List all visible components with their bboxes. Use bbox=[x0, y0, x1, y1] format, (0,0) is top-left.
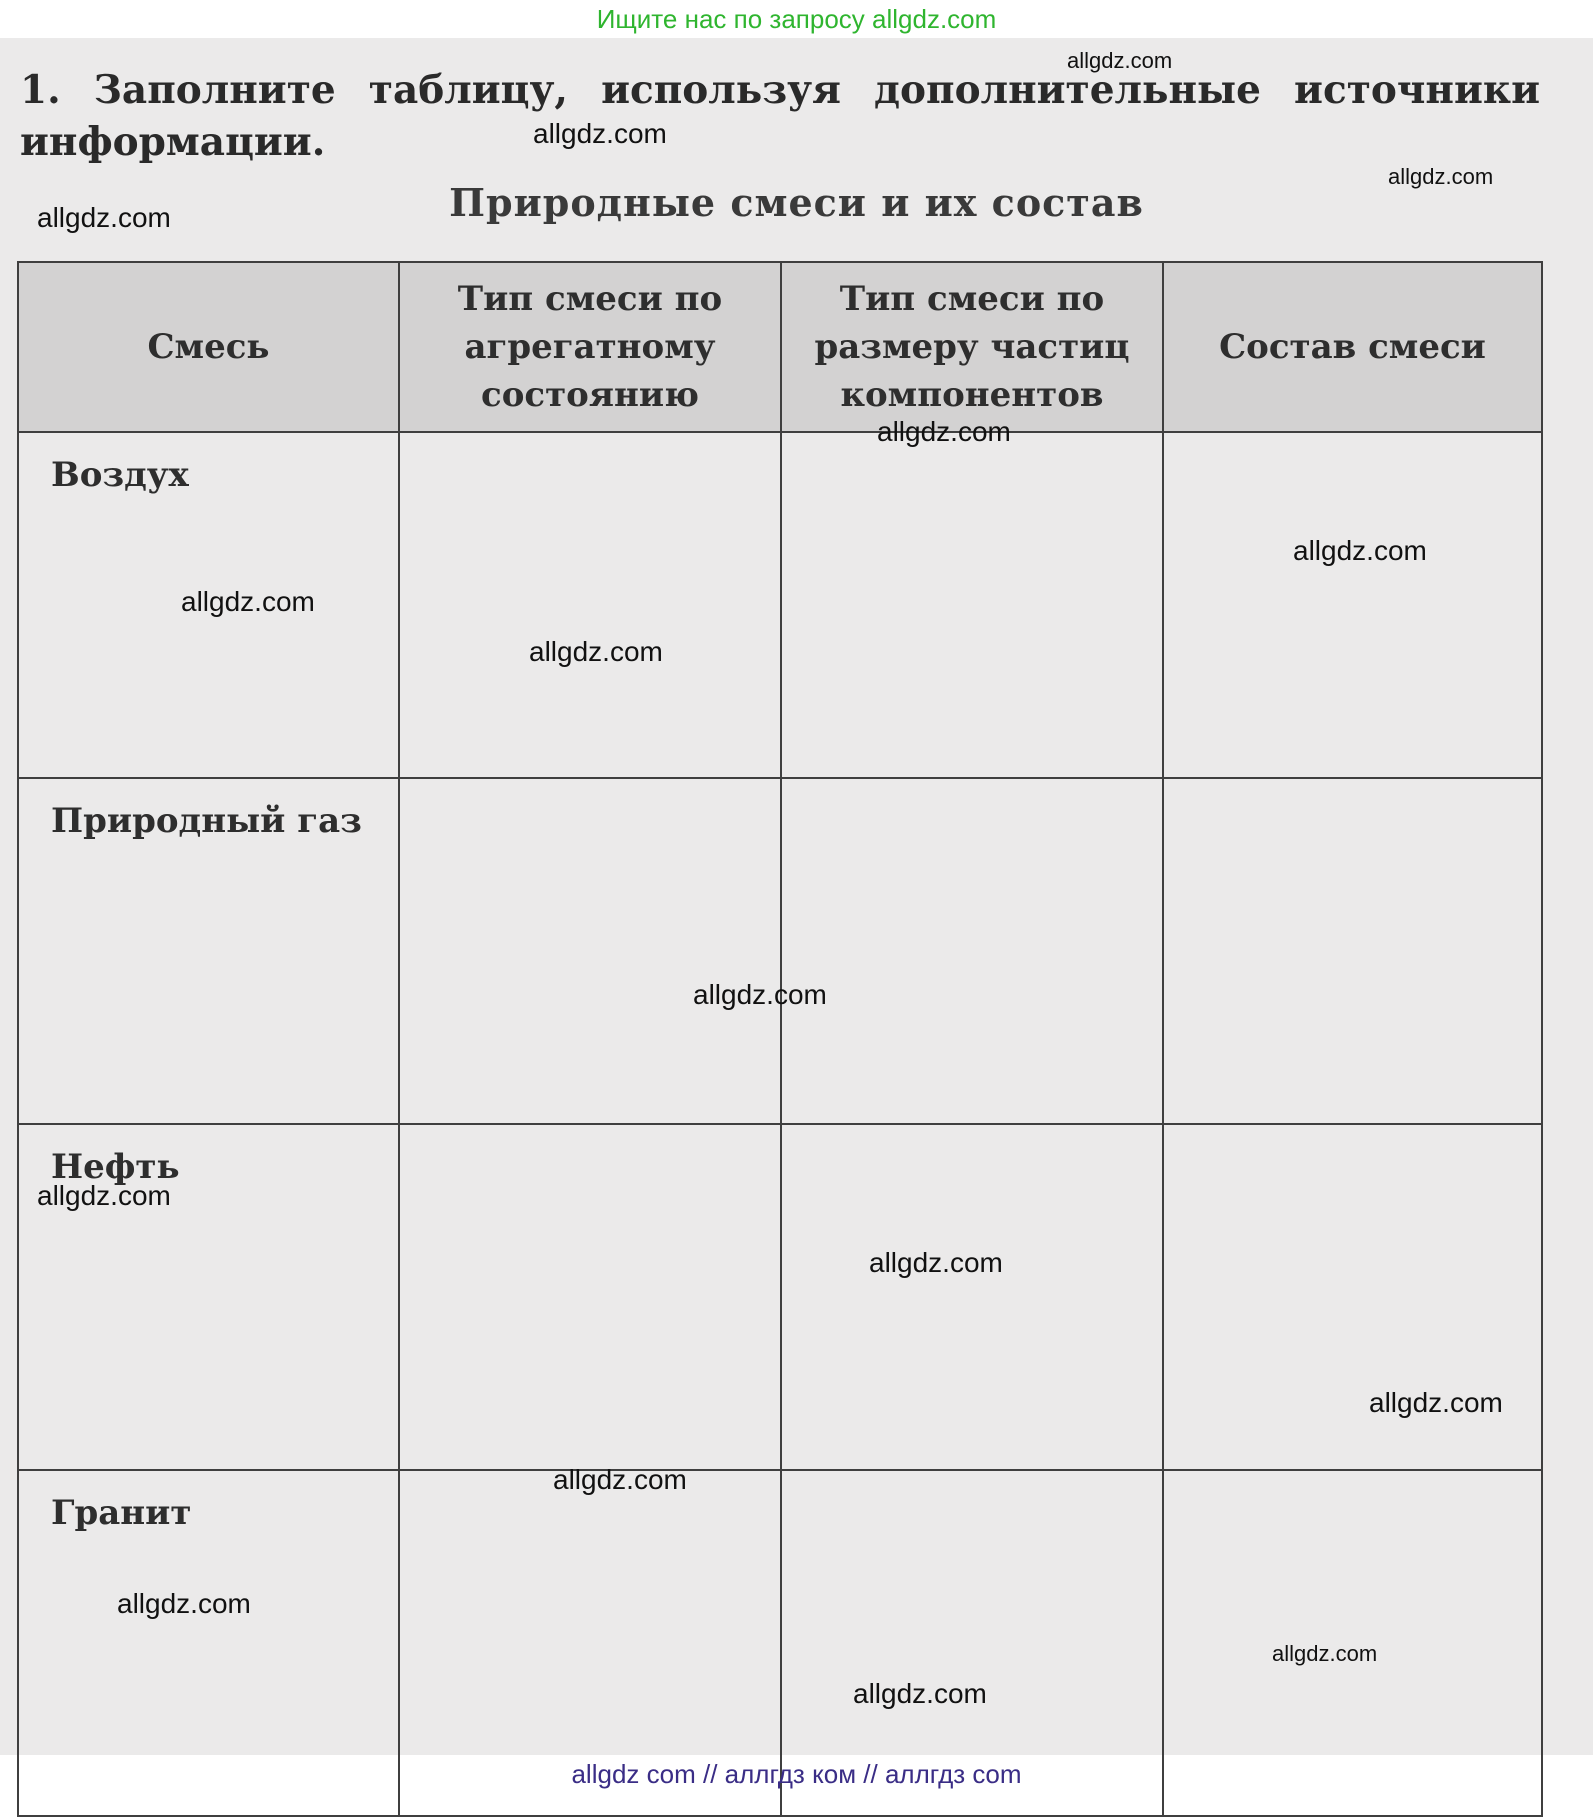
cell-oil-composition[interactable] bbox=[1163, 1124, 1542, 1470]
cell-oil-size[interactable] bbox=[781, 1124, 1163, 1470]
table-row bbox=[18, 778, 1542, 1124]
watermark: allgdz.com bbox=[1369, 1387, 1503, 1418]
cell-gas-state[interactable] bbox=[399, 778, 781, 1124]
top-banner: Ищите нас по запросу allgdz.com bbox=[596, 4, 997, 34]
table-caption: Природные смеси и их состав bbox=[449, 180, 1144, 225]
cell-air-state[interactable] bbox=[399, 432, 781, 778]
watermark: allgdz.com bbox=[37, 202, 171, 233]
cell-gas-composition[interactable] bbox=[1163, 778, 1542, 1124]
row-name-oil: Нефть bbox=[18, 1124, 399, 1470]
cell-gas-size[interactable] bbox=[781, 778, 1163, 1124]
watermark: allgdz.com bbox=[181, 586, 315, 617]
watermark: allgdz.com bbox=[529, 636, 663, 667]
row-name-air: Воздух bbox=[18, 432, 399, 778]
header-aggregate-state: Тип смеси по агрегатному состоянию bbox=[399, 262, 781, 432]
row-name-granite: Гранит bbox=[18, 1470, 399, 1816]
watermark: allgdz.com bbox=[533, 118, 667, 149]
table-row bbox=[18, 1124, 1542, 1470]
watermark: allgdz.com bbox=[869, 1247, 1003, 1278]
cell-air-composition[interactable] bbox=[1163, 432, 1542, 778]
row-name-natural-gas: Природный газ bbox=[18, 778, 399, 1124]
bottom-banner: allgdz com // аллгдз ком // аллгдз com bbox=[571, 1759, 1022, 1789]
watermark: allgdz.com bbox=[1388, 164, 1494, 189]
cell-oil-state[interactable] bbox=[399, 1124, 781, 1470]
table-header-row bbox=[18, 262, 1542, 432]
watermark: allgdz.com bbox=[1293, 535, 1427, 566]
mixtures-table bbox=[17, 261, 1541, 1731]
header-mixture: Смесь bbox=[18, 262, 399, 432]
watermark: allgdz.com bbox=[553, 1464, 687, 1495]
watermark: allgdz.com bbox=[853, 1678, 987, 1709]
task-text: 1. Заполните таблицу, используя дополнительные источники информации. bbox=[20, 67, 1540, 165]
watermark: allgdz.com bbox=[1272, 1641, 1378, 1666]
table-row bbox=[18, 432, 1542, 778]
watermark: allgdz.com bbox=[693, 979, 827, 1010]
cell-air-size[interactable] bbox=[781, 432, 1163, 778]
header-composition: Состав смеси bbox=[1163, 262, 1542, 432]
watermark: allgdz.com bbox=[37, 1180, 171, 1211]
watermark: allgdz.com bbox=[117, 1588, 251, 1619]
watermark: allgdz.com bbox=[1067, 48, 1173, 73]
header-particle-size: Тип смеси по размеру частиц компонентов bbox=[781, 262, 1163, 432]
watermark: allgdz.com bbox=[877, 416, 1011, 447]
